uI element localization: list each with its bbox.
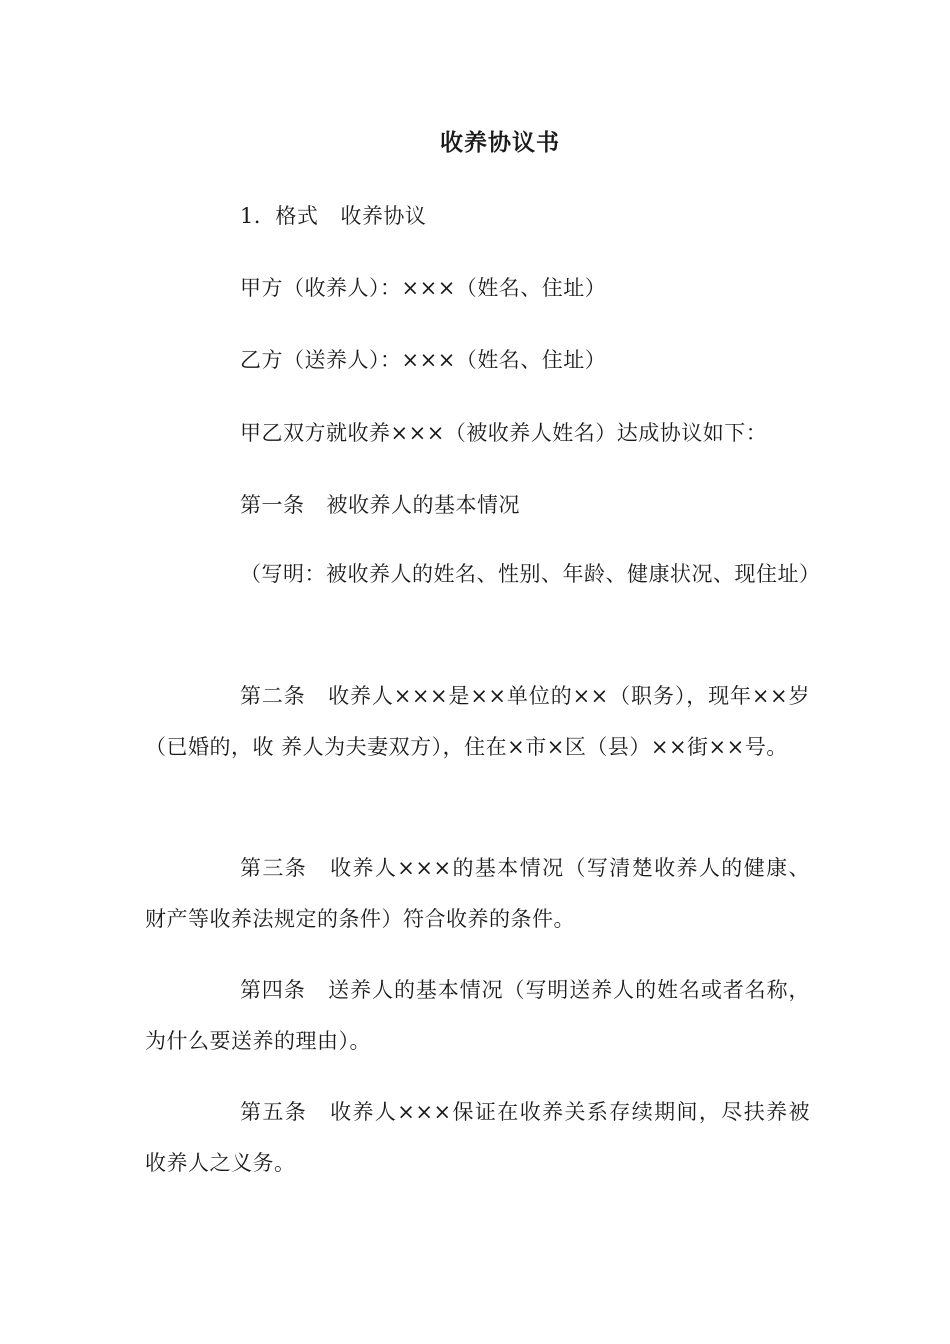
article-1-note (145, 549, 821, 600)
article-5-text: 收养人×××保证在收养关系存续期间，尽扶养被收养人之义务。 (145, 1100, 810, 1175)
article-3-text: 收养人×××的基本情况（写清楚收养人的健康、财产等收养法规定的条件）符合收养的条件。 (145, 856, 810, 931)
article-4-heading: 第四条 (240, 978, 306, 1002)
article-2 (145, 671, 810, 773)
article-5-heading: 第五条 (240, 1100, 308, 1124)
article-5 (145, 1087, 810, 1189)
article-1-text: 被收养人的基本情况 (326, 493, 520, 517)
article-2-text: 收养人×××是××单位的××（职务），现年××岁（已婚的，收 养人为夫妻双方），住在×市×区（县）××街××号。 (145, 684, 810, 759)
party-b-line: 乙方（送养人）：×××（姓名、住址） (240, 348, 607, 372)
intro-line: 甲乙双方就收养×××（被收养人姓名）达成协议如下： (240, 421, 768, 445)
article-1-heading: 第一条 (240, 493, 305, 517)
format-text: 收养协议 (340, 204, 427, 228)
article-3-heading: 第三条 (240, 856, 308, 880)
article-4 (145, 965, 810, 1067)
article-2-heading: 第二条 (240, 684, 306, 708)
article-3 (145, 843, 810, 945)
format-number: 1．格式 (240, 204, 319, 228)
party-a-line: 甲方（收养人）：×××（姓名、住址） (240, 276, 607, 300)
article-1-note-text: （写明：被收养人的姓名、性别、年龄、健康状况、现住址） (240, 562, 821, 586)
article-4-text: 送养人的基本情况（写明送养人的姓名或者名称，为什么要送养的理由）。 (145, 978, 811, 1053)
document-title: 收养协议书 (440, 130, 560, 156)
format-line (240, 200, 426, 230)
article-1 (240, 489, 520, 519)
